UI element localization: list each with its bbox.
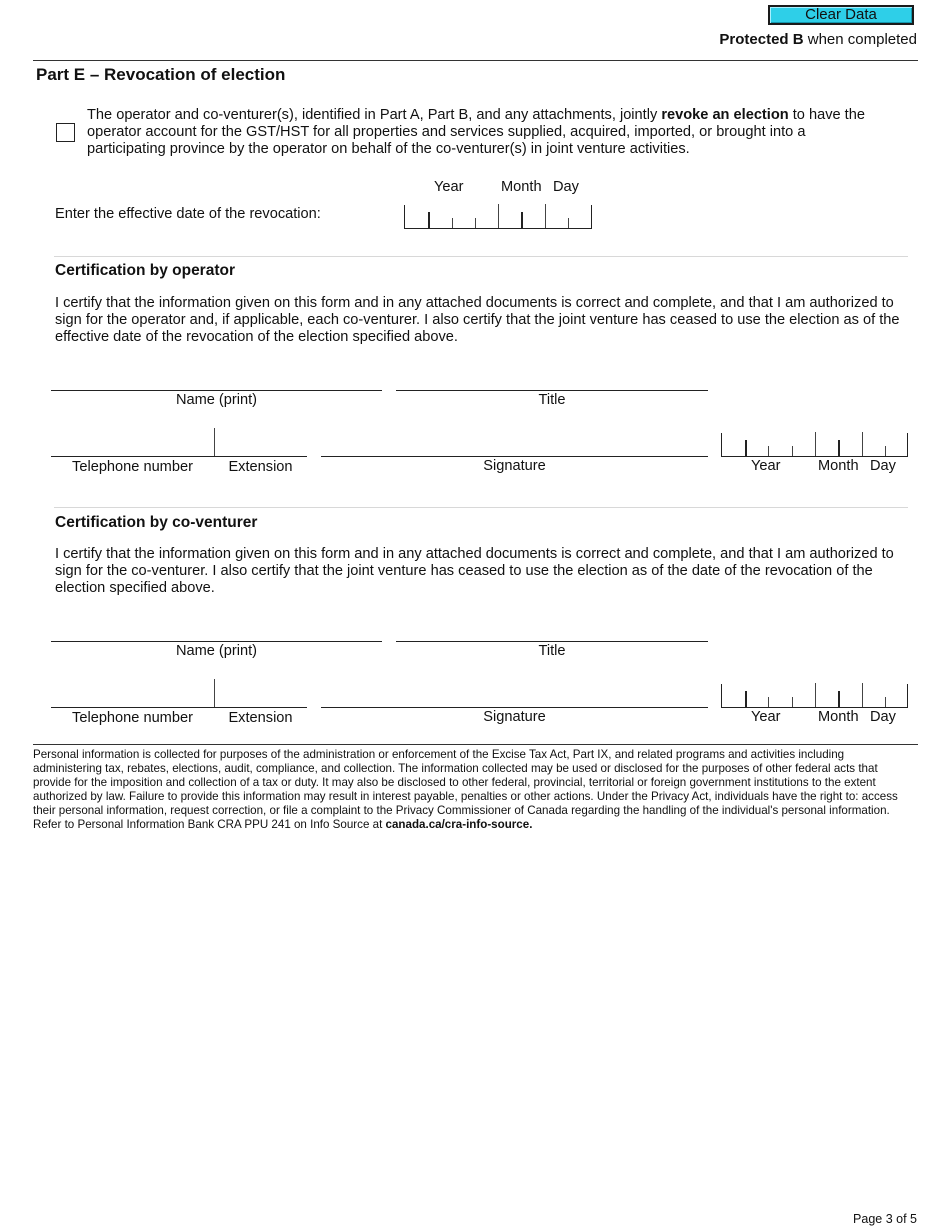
coventurer-cert-heading: Certification by co-venturer: [55, 514, 258, 531]
protected-level: Protected B: [719, 31, 804, 48]
coventurer-day-label: Day: [870, 709, 896, 725]
top-divider: [33, 60, 918, 61]
coventurer-title-label: Title: [538, 643, 566, 659]
page-number: Page 3 of 5: [853, 1212, 917, 1226]
effective-date-input[interactable]: [404, 205, 592, 229]
operator-date-input[interactable]: [721, 433, 908, 457]
operator-title-input[interactable]: [396, 390, 708, 391]
operator-day-label: Day: [870, 458, 896, 474]
statement-text-end: to have the operator account for the GST/HST for all properties and services supplied, acquired, imported, or brought into a participating province by the operator on behalf of the co-venturer(s) in joint venture activities.: [87, 107, 865, 157]
telephone-extension-separator: [214, 679, 215, 708]
protected-notice: [719, 31, 917, 48]
telephone-extension-separator: [214, 428, 215, 457]
operator-telephone-input[interactable]: [51, 456, 214, 457]
coventurer-signature-label: Signature: [483, 709, 546, 725]
coventurer-telephone-input[interactable]: [51, 707, 214, 708]
operator-signature-label: Signature: [483, 458, 546, 474]
operator-cert-text: I certify that the information given on this form and in any attached documents is correct and complete, and that I am authorized to sign for the operator and, if applicable, each co-venturer. I also certify that the joint venture has ceased to use the election as of the effective date of the revocation of the election specified above.: [55, 295, 900, 345]
coventurer-telephone-label: Telephone number: [72, 710, 193, 726]
effective-date-year-label: Year: [434, 179, 464, 195]
coventurer-cert-text: I certify that the information given on this form and in any attached documents is correct and complete, and that I am authorized to sign for the co-venturer. I also certify that the joint venture has ceased to use the election as of the date of the revocation of the election specified above.: [55, 546, 894, 596]
operator-telephone-label: Telephone number: [72, 459, 193, 475]
clear-data-button[interactable]: Clear Data: [768, 5, 914, 25]
coventurer-signature-field[interactable]: [321, 707, 708, 708]
coventurer-extension-input[interactable]: [214, 707, 307, 708]
statement-text-bold: revoke an election: [661, 107, 789, 123]
part-e-title: Part E – Revocation of election: [36, 65, 286, 84]
coventurer-name-label: Name (print): [175, 643, 258, 659]
coventurer-title-input[interactable]: [396, 641, 708, 642]
protected-suffix: when completed: [803, 31, 917, 48]
section-divider: [54, 256, 908, 257]
revocation-statement: [87, 107, 887, 158]
info-source-link[interactable]: canada.ca/cra-info-source.: [385, 818, 533, 831]
statement-text-start: The operator and co-venturer(s), identified in Part A, Part B, and any attachments, jointly: [87, 107, 662, 123]
effective-date-month-label: Month: [501, 179, 542, 195]
effective-date-prompt: Enter the effective date of the revocation:: [55, 206, 321, 222]
operator-month-label: Month: [818, 458, 859, 474]
section-divider: [54, 507, 908, 508]
coventurer-extension-label: Extension: [228, 710, 293, 726]
effective-date-day-label: Day: [553, 179, 579, 195]
operator-extension-input[interactable]: [214, 456, 307, 457]
coventurer-month-label: Month: [818, 709, 859, 725]
operator-extension-label: Extension: [228, 459, 293, 475]
coventurer-name-input[interactable]: [51, 641, 382, 642]
operator-cert-heading: Certification by operator: [55, 262, 235, 279]
privacy-text: Personal information is collected for purposes of the administration or enforcement of the Excise Tax Act, Part IX, and related programs and activities including administering tax, rebates, elections, audit, compliance, and collection. The information collected may be used or disclosed for the purposes of other federal acts that provide for the imposition and collection of a tax or duty. It may also be disclosed to other federal, provincial, territorial or foreign government institutions to the extent authorized by law. Failure to provide this information may result in interest payable, penalties or other actions. Under the Privacy Act, individuals have the right to: access their personal information, request correction, or file a complaint to the Privacy Commissioner of Canada regarding the handling of the individual's personal information. Refer to Personal Information Bank CRA PPU 241 on Info Source at: [33, 748, 898, 831]
privacy-notice: [33, 748, 913, 832]
revoke-election-checkbox[interactable]: [56, 123, 75, 142]
operator-name-input[interactable]: [51, 390, 382, 391]
privacy-divider: [33, 744, 918, 745]
coventurer-date-input[interactable]: [721, 684, 908, 708]
operator-name-label: Name (print): [175, 392, 258, 408]
coventurer-year-label: Year: [751, 709, 781, 725]
operator-title-label: Title: [538, 392, 566, 408]
operator-signature-field[interactable]: [321, 456, 708, 457]
operator-year-label: Year: [751, 458, 781, 474]
